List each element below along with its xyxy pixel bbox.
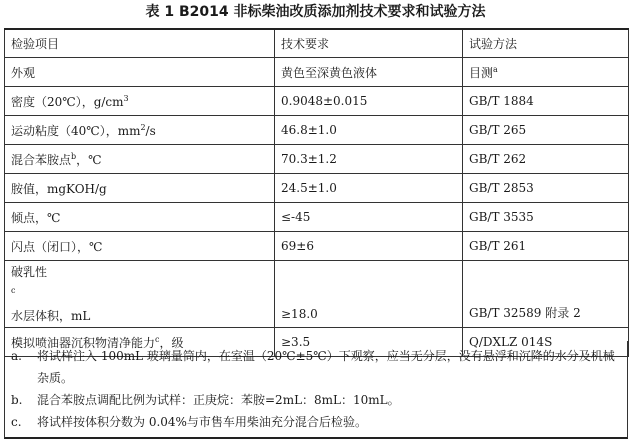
- row-item: 密度（20℃），$g/cm^3$: [5, 87, 275, 116]
- demulsify-subitem: 水层体积，mL: [11, 309, 91, 323]
- row-item: 混合苯胺点$^b$，℃: [5, 145, 275, 174]
- table-row: [5, 203, 629, 232]
- note-mark: a.: [11, 349, 22, 363]
- row-method: Q/DXLZ 014S: [463, 328, 629, 357]
- table-row-demulsify: [5, 261, 629, 328]
- row-requirement: 69±6: [275, 232, 463, 261]
- table-row: [5, 58, 629, 87]
- note-text: 将试样按体积分数为 0.04%与市售车用柴油充分混合后检验。: [37, 415, 367, 429]
- row-requirement: 46.8±1.0: [275, 116, 463, 145]
- row-method: GB/T 3535: [463, 203, 629, 232]
- row-method: GB/T 2853: [463, 174, 629, 203]
- row-method: GB/T 265: [463, 116, 629, 145]
- note-item: [11, 389, 621, 411]
- row-requirement: 0.9048±0.015: [275, 87, 463, 116]
- note-mark: c.: [11, 415, 22, 429]
- note-item: [11, 411, 621, 433]
- demulsify-title: 破乳性 $^c$: [11, 265, 48, 295]
- spec-table: [4, 28, 629, 357]
- table-notes: [4, 341, 628, 439]
- table-row: [5, 87, 629, 116]
- row-method: GB/T 32589 附录 2: [463, 261, 629, 328]
- footnote-ref: c: [11, 286, 16, 295]
- row-item: 胺值，mgKOH/g: [5, 174, 275, 203]
- row-item: [5, 261, 275, 328]
- footnote-ref: b: [71, 151, 77, 161]
- table-row: [5, 116, 629, 145]
- header-requirement: 技术要求: [275, 29, 463, 58]
- row-item: 闪点（闭口），℃: [5, 232, 275, 261]
- table-row: [5, 145, 629, 174]
- row-requirement: ≤-45: [275, 203, 463, 232]
- header-method: 试验方法: [463, 29, 629, 58]
- row-item: 模拟喷油器沉积物清净能力$^c$，级: [5, 328, 275, 357]
- footnote-ref: a: [493, 64, 498, 74]
- row-item: 倾点，℃: [5, 203, 275, 232]
- table-header-row: [5, 29, 629, 58]
- row-item: 运动粘度（40℃），$mm^2/s$: [5, 116, 275, 145]
- header-item: 检验项目: [5, 29, 275, 58]
- row-requirement: ≥18.0: [275, 261, 463, 328]
- table-row: [5, 232, 629, 261]
- row-method: GB/T 261: [463, 232, 629, 261]
- table-caption: 表 1 B2014 非标柴油改质添加剂技术要求和试验方法: [145, 4, 486, 20]
- row-item: 外观: [5, 58, 275, 87]
- note-item: [11, 345, 621, 389]
- note-mark: b.: [11, 393, 23, 407]
- row-method: GB/T 1884: [463, 87, 629, 116]
- row-method: 目测$^a$: [463, 58, 629, 87]
- row-requirement: ≥3.5: [275, 328, 463, 357]
- note-text: 将试样注入 100mL 玻璃量筒内，在室温（20℃±5℃）下观察，应当无分层，没有悬浮和沉降的水分及机械杂质。: [37, 349, 615, 385]
- note-text: 混合苯胺点调配比例为试样：正庚烷：苯胺=2mL：8mL：10mL。: [37, 393, 400, 407]
- table-row: [5, 174, 629, 203]
- row-requirement: 黄色至深黄色液体: [275, 58, 463, 87]
- row-method: GB/T 262: [463, 145, 629, 174]
- row-requirement: 70.3±1.2: [275, 145, 463, 174]
- row-requirement: 24.5±1.0: [275, 174, 463, 203]
- footnote-ref: c: [155, 334, 160, 344]
